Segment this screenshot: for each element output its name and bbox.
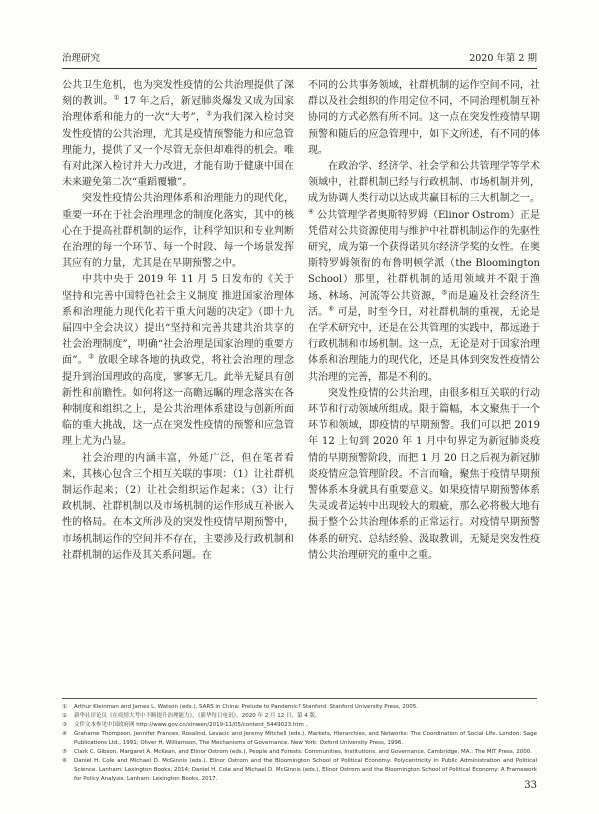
paragraph-text: 可是，时至今日，对社群机制的重视，无论是在学术研究中，还是在公共管理的实践中，都远逊于行政机制和市场机制。这一点，无论是对于国家治理体系和治理能力的现代化，还是具体到突发性疫情公共治理的完善，都是不利的。 xyxy=(308,306,541,383)
right-column xyxy=(308,78,540,564)
footnote-ref[interactable]: ④ xyxy=(308,207,314,216)
paragraph-text: 在政治学、经济学、社会学和公共管理学等学术领域中，社群机制已经与行政机制、市场机制并列，成为协调人类行动以达成共赢目标的三大机制之一。 xyxy=(308,161,540,205)
footnote xyxy=(62,703,537,712)
running-header xyxy=(62,52,537,69)
paragraph xyxy=(62,191,294,272)
paragraph xyxy=(62,78,294,191)
footnote-text: Arthur Kleinman and James L. Watson (eds.), SARS in China: Prelude to Pandemic? Stanford: Stanford University Press, 2005. xyxy=(74,704,419,710)
paragraph-text: 不同的公共事务领域，社群机制的运作空间不同，社群以及社会组织的作用定位不同，不同治理机制互补协同的方式必然有所不同。这一点在突发性疫情早期预警和随后的应急管理中，如下文所述，有不同的体现。 xyxy=(308,80,540,156)
footnote-text: 新华社评论员《在疫情大考中不断提升治理能力》，《新华每日电讯》，2020 年 2 月 12 日，第 4 版。 xyxy=(74,713,321,719)
footnotes xyxy=(62,698,537,784)
footnote xyxy=(62,748,537,757)
footnote-mark: ① xyxy=(62,704,67,710)
paragraph xyxy=(308,78,540,159)
footnote-mark: ④ xyxy=(62,731,67,737)
paragraph-text: 而是遍及社会经济生活。 xyxy=(308,290,541,318)
footnote-mark: ⑥ xyxy=(62,758,67,764)
paragraph-text: 社会治理的内涵丰富，外延广泛，但在笔者看来，其核心包含三个相互关联的事项：（1）让社群机制运作起来；（2）让社会组织运作起来；（3）让行政机制、社群机制以及市场机制的运作形成互补嵌入性的格局。在本文所涉及的突发性疫情早期预警中，市场机制运作的空间并不存在，主要涉及行政机制和社群机制的运作及其关系问题。在 xyxy=(62,452,294,561)
paragraph-text: 突发性疫情的公共治理，由很多相互关联的行动环节和行动领域所组成。限于篇幅，本文聚焦于一个环节和领域，即疫情的早期预警。我们可以把 2019 年 12 上旬到 2020 年 1 月中旬界定为新冠肺炎疫情的早期预警阶段，而把 1 月 20 日之后视为新冠肺炎疫情应急管理阶段。不言而喻，聚焦于疫情早期预警体系本身就具有重要意义。如果疫情早期预警体系失灵或者运转中出现较大的瑕疵，那么必将极大地有损于整个公共治理体系的正常运行。对疫情早期预警体系的研究、总结经验、汲取教训，无疑是突发性疫情公共治理研究的重中之重。 xyxy=(308,387,540,561)
footnote-text: 文件文本参见中国政府网 http://www.gov.cn/xinwen/2019-11/05/content_5449023.htm 。 xyxy=(74,722,312,728)
paragraph-text: 突发性疫情公共治理体系和治理能力的现代化，重要一环在于社会治理理念的制度化落实，其中的核心在于提高社群机制的运作，让科学知识和专业判断在治理的每一个环节、每一个时段、每一个场景发挥其应有的力量，尤其是在早期预警之中。 xyxy=(62,193,294,270)
footnote-ref[interactable]: ① xyxy=(113,93,120,102)
paragraph-text: 公共管理学者奥斯特罗姆（Elinor Ostrom）正是凭借对公共资源使用与维护中社群机制运作的先驱性研究，成为第一个获得诺贝尔经济学奖的女性。在奥斯特罗姆领衔的布鲁明顿学派（the Bloomington School）那里，社群机制的适用领域并不限于渔场、林场、河流等公共资源， xyxy=(308,209,540,302)
footnote xyxy=(62,712,537,721)
footnote-text: Clark C. Gibson, Margaret A. McKean, and Elinor Ostrom (eds.), People and Forests: Communities, Institutions, and Governance. Cambridge, MA.: The MIT Press, 2000. xyxy=(74,749,532,755)
footnote-mark: ③ xyxy=(62,722,67,728)
paragraph-text: 为我们深入检讨突发性疫情的公共治理，尤其是疫情预警能力和应急管理能力，提供了又一个尽管无奈但却难得的机会。唯有对此深入检讨并大力改进，才能有助于健康中国在未来避免第二次“重蹈覆辙”。 xyxy=(62,112,295,189)
footnote-mark: ② xyxy=(62,713,67,719)
footnote xyxy=(62,721,537,730)
paragraph xyxy=(308,159,540,386)
footnote-ref[interactable]: ② xyxy=(206,110,213,119)
footnote xyxy=(62,757,537,784)
paragraph-text: 公共卫生危机，也为突发性疫情的公共治理提供了深刻的教训。 xyxy=(62,80,294,108)
paragraph-text: 中共中央于 2019 年 11 月 5 日发布的《关于坚持和完善中国特色社会主义制度 推进国家治理体系和治理能力现代化若干重大问题的决定》（即十九届四中全会决议）提出“坚持和完善共建共治共享的社会治理制度”，明确“社会治理是国家治理的重要方面”。 xyxy=(62,274,294,367)
footnote-text: Grahame Thompson, Jennifer Frances, Rosalind, Levacic and Jeremy Mitchell (eds.), Markets, Hierarchies, and Networks: The Coordination of Social Life. London: Sage Publications Ltd., 1991; Oliver H. Williamson, The Mechanisms of Governance. New York: Oxford University Press, 1996. xyxy=(74,731,537,746)
paragraph-text: 放眼全球各地的执政党，将社会治理的理念提升到治国理政的高度，寥寥无几。此举无疑具有创新性和前瞻性。如何将这一高瞻远瞩的理念落实在各种制度和组织之上，是公共治理体系建设与创新所面临的重大挑战，这一点在突发性疫情的预警和应急管理上尤为凸显。 xyxy=(62,355,294,448)
issue-label: 2020 年第 2 期 xyxy=(469,53,537,64)
paragraph xyxy=(308,386,540,564)
body-columns xyxy=(62,78,540,564)
paragraph xyxy=(62,272,294,450)
left-column xyxy=(62,78,294,564)
paragraph-text: 17 年之后，新冠肺炎爆发又成为国家治理体系和能力的一次“大考”， xyxy=(62,96,294,124)
journal-name: 治理研究 xyxy=(62,53,101,64)
paragraph xyxy=(62,451,294,564)
footnote-ref[interactable]: ③ xyxy=(88,353,95,362)
footnote xyxy=(62,730,537,748)
footnote-ref[interactable]: ⑥ xyxy=(328,304,335,313)
footnote-text: Daniel H. Cole and Michael D. McGinnis (eds.), Elinor Ostrom and the Bloomington School of Political Economy: Polycentricity in Public Administration and Political Science. Lanham: Lexington Books, 2014; Daniel H. Cole and Michael D. McGinnis (eds.), Elinor Ostrom and the Bloomington School of Political Economy: A Framework for Policy Analysis. Lanham: Lexington Books, 2017. xyxy=(74,758,537,782)
footnote-ref[interactable]: ⑤ xyxy=(441,288,448,297)
page-number: 33 xyxy=(524,780,537,791)
footnote-mark: ⑤ xyxy=(62,749,67,755)
